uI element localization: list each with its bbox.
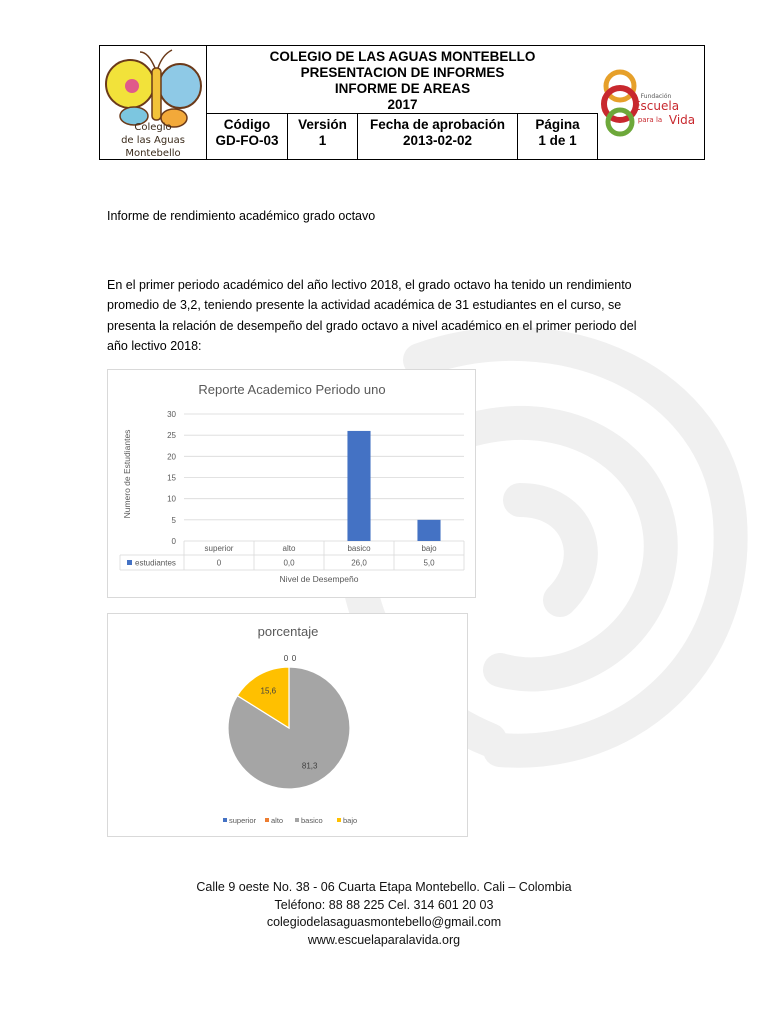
x-tick-label: alto [282, 544, 296, 553]
bar-chart-svg [108, 370, 475, 597]
x-axis-label: Nivel de Desempeño [279, 574, 359, 584]
legend-swatch [265, 818, 269, 822]
x-tick-label: basico [347, 544, 371, 553]
fecha-value: 2013-02-02 [402, 133, 473, 148]
legend-swatch [295, 818, 299, 822]
header-title [207, 46, 598, 114]
svg-text:de las Aguas: de las Aguas [121, 135, 185, 146]
paragraph-line: En el primer periodo académico del año lectivo 2018, el grado octavo ha tenido un rendimiento [107, 278, 632, 292]
y-tick-label: 30 [167, 410, 176, 419]
legend-swatch [337, 818, 341, 822]
y-tick-label: 0 [171, 537, 176, 546]
data-label: 0 [283, 654, 289, 663]
legend-label: basico [301, 816, 323, 825]
y-tick-label: 10 [167, 494, 176, 504]
table-value: 0,0 [283, 558, 295, 568]
pagina-value: 1 de 1 [538, 133, 577, 148]
bar-basico [347, 431, 370, 541]
footer-email[interactable]: colegiodelasaguasmontebello@gmail.com [266, 915, 502, 929]
footer-website[interactable]: www.escuelaparalavida.org [307, 932, 461, 947]
bar-chart [107, 369, 476, 598]
fecha-label: Fecha de aprobación [369, 117, 506, 132]
paragraph-line: promedio de 3,2, teniendo presente la actividad académica de 31 estudiantes en el curso, se [107, 298, 622, 313]
header-title-line: PRESENTACION DE INFORMES [300, 65, 505, 80]
svg-text:Escuela: Escuela [632, 99, 680, 113]
codigo-cell [207, 114, 288, 159]
series-label: estudiantes [135, 558, 176, 568]
legend-swatch [127, 560, 132, 565]
codigo-label: Código [223, 117, 271, 132]
report-heading: Informe de rendimiento académico grado octavo [107, 209, 376, 223]
y-tick-label: 5 [171, 515, 176, 525]
header-title-line: INFORME DE AREAS [334, 81, 471, 96]
x-tick-label: bajo [421, 544, 437, 553]
bar-bajo [417, 520, 440, 541]
escuela-para-la-vida-logo-icon [598, 46, 702, 159]
data-label: 15,6 [260, 686, 277, 696]
data-label: 0 [291, 654, 297, 663]
chart-title: Reporte Academico Periodo uno [198, 382, 386, 397]
header-title-line: COLEGIO DE LAS AGUAS MONTEBELLO [269, 49, 536, 64]
svg-text:para la: para la [637, 116, 663, 124]
table-value: 26,0 [351, 558, 367, 568]
header-title-line: 2017 [387, 97, 418, 112]
report-paragraph [107, 275, 662, 356]
legend-label: superior [229, 816, 257, 825]
y-axis-label: Numero de Estudiantes [122, 429, 132, 519]
legend-swatch [223, 818, 227, 822]
pagina-label: Página [535, 117, 580, 132]
table-value: 5,0 [423, 558, 435, 568]
data-label: 81,3 [301, 761, 318, 771]
y-tick-label: 15 [167, 473, 176, 483]
version-value: 1 [318, 133, 327, 148]
pie-chart-svg [108, 614, 467, 836]
paragraph-line: presenta la relación de desempeño del grado octavo a nivel académico en el primer periodo del [107, 318, 637, 333]
svg-text:Colegio: Colegio [134, 122, 172, 133]
version-cell [288, 114, 358, 159]
paragraph-line: año lectivo 2018: [107, 338, 202, 353]
table-value: 0 [216, 558, 222, 568]
school-logo [100, 46, 207, 159]
version-label: Versión [298, 117, 347, 132]
codigo-value: GD-FO-03 [215, 133, 279, 148]
footer-phone: Teléfono: 88 88 225 Cel. 314 601 20 03 [274, 897, 494, 912]
legend-label: alto [271, 816, 284, 825]
foundation-logo [598, 46, 704, 159]
pie-chart [107, 613, 468, 837]
chart-title: porcentaje [257, 624, 319, 639]
y-tick-label: 20 [167, 452, 176, 462]
y-tick-label: 25 [167, 431, 176, 441]
fecha-cell [358, 114, 518, 159]
svg-text:Vida: Vida [668, 113, 696, 127]
legend-label: bajo [343, 816, 358, 825]
document-header [99, 45, 705, 160]
pagina-cell [518, 114, 598, 159]
x-tick-label: superior [204, 544, 234, 553]
footer-address: Calle 9 oeste No. 38 - 06 Cuarta Etapa Montebello. Cali – Colombia [196, 880, 572, 894]
svg-text:Montebello: Montebello [125, 148, 181, 159]
svg-text:Fundación: Fundación [640, 93, 672, 100]
footer [0, 879, 768, 949]
butterfly-logo-icon [100, 46, 206, 159]
